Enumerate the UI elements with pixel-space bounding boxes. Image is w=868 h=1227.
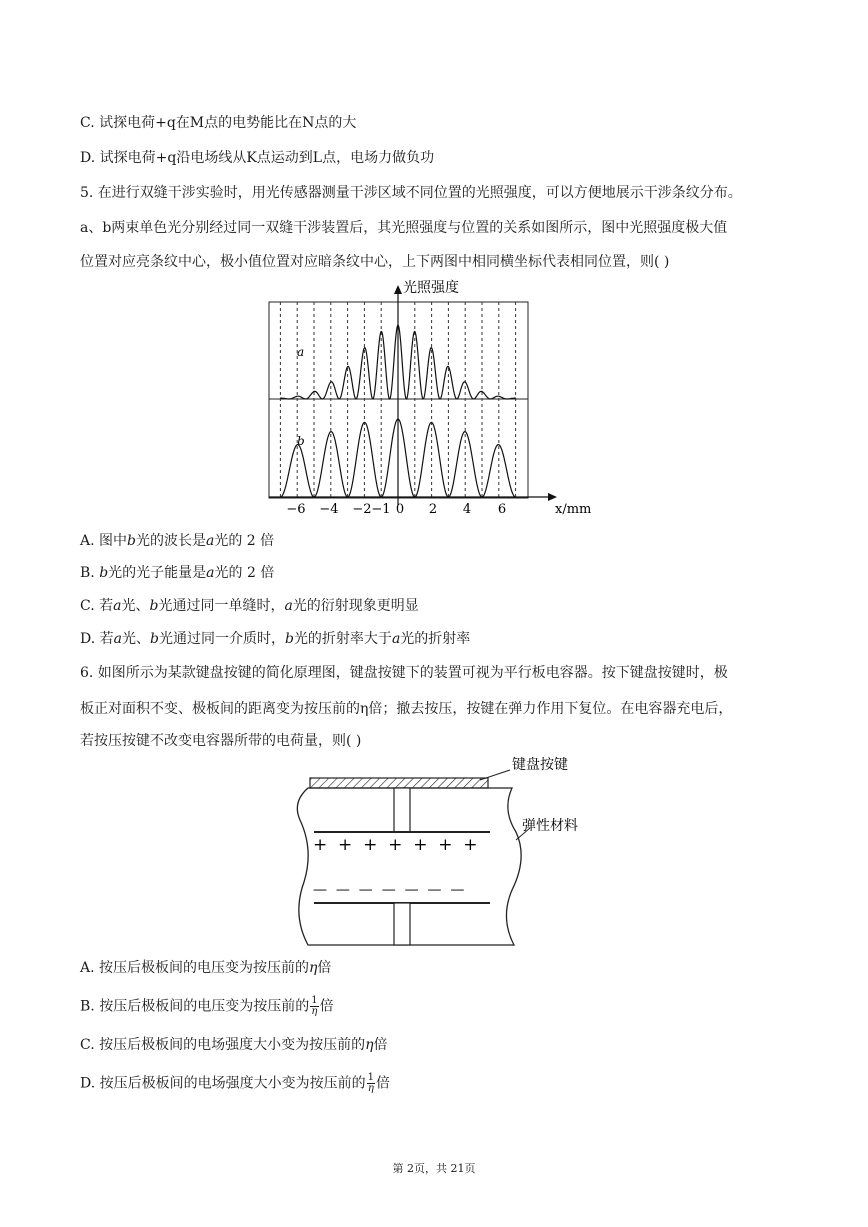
q4-option-d: D. 试探电荷+q沿电场线从K点运动到L点，电场力做负功 xyxy=(80,150,435,166)
fraction-one-over-eta: $\frac{1}{\eta}$ xyxy=(311,995,318,1017)
x-tick-6: 6 xyxy=(497,502,507,517)
x-tick-neg2: −2 xyxy=(352,502,372,517)
q6d-suffix: 倍 xyxy=(376,1075,390,1092)
curve-label-a: a xyxy=(297,345,305,359)
q4-option-c: C. 试探电荷+q在M点的电势能比在N点的大 xyxy=(80,115,357,131)
q5-stem-line-2: a、b两束单色光分别经过同一双缝干涉装置后，其光照强度与位置的关系如图所示，图中光照强度极大值 xyxy=(80,220,728,236)
key-cap xyxy=(310,778,488,788)
x-tick-neg4: −4 xyxy=(319,502,339,517)
x-tick-4: 4 xyxy=(462,502,472,517)
q5-option-b: B. b光的光子能量是a光的 2 倍 xyxy=(80,565,275,581)
q6-stem-line-3: 若按压按键不改变电容器所带的电荷量，则( ) xyxy=(80,733,362,749)
q6-stem-line-2: 板正对面积不变、极板间的距离变为按压前的η倍；撤去按压，按键在弹力作用下复位。在电容器充电后， xyxy=(80,701,733,717)
y-axis-arrow xyxy=(394,285,402,294)
q6b-text: B. 按压后极板间的电压变为按压前的 xyxy=(80,998,310,1015)
q5-option-a: A. 图中b光的波长是a光的 2 倍 xyxy=(80,533,275,549)
curve-label-b: b xyxy=(297,434,305,448)
q6-option-c: C. 按压后极板间的电场强度大小变为按压前的η倍 xyxy=(80,1037,388,1053)
q6d-text: D. 按压后极板间的电场强度大小变为按压前的 xyxy=(80,1075,366,1092)
positive-charges: + + + + + + + xyxy=(313,835,478,855)
q6-option-a: A. 按压后极板间的电压变为按压前的η倍 xyxy=(80,960,332,976)
q5-stem-line-3: 位置对应亮条纹中心，极小值位置对应暗条纹中心，上下两图中相同横坐标代表相同位置，则( ) xyxy=(80,254,670,270)
q5-stem-line-1: 5. 在进行双缝干涉实验时，用光传感器测量干涉区域不同位置的光照强度，可以方便地展示干涉条纹分布。 xyxy=(80,185,742,201)
q6b-suffix: 倍 xyxy=(319,998,334,1015)
x-axis-label: x/mm xyxy=(555,502,592,517)
q6-option-b xyxy=(80,996,334,1017)
key-leader-line xyxy=(480,770,510,780)
q5-option-c: C. 若a光、b光通过同一单缝时，a光的衍射现象更明显 xyxy=(80,598,419,614)
page-footer: 第 2页，共 21页 xyxy=(392,1162,476,1175)
x-tick-neg1: −1 xyxy=(371,502,391,517)
q6-option-d xyxy=(80,1073,390,1094)
q6-stem-line-1: 6. 如图所示为某款键盘按键的简化原理图，键盘按键下的装置可视为平行板电容器。按下键盘按键时，极 xyxy=(80,665,728,681)
y-axis-label: 光照强度 xyxy=(403,280,459,296)
keyboard-capacitor-figure xyxy=(280,750,600,950)
bottom-stem xyxy=(394,903,410,945)
key-label: 键盘按键 xyxy=(512,757,568,773)
material-label: 弹性材料 xyxy=(522,818,578,834)
interference-figure xyxy=(250,275,610,520)
x-tick-2: 2 xyxy=(428,502,438,517)
x-tick-0: 0 xyxy=(395,502,405,517)
x-tick-neg6: −6 xyxy=(286,502,306,517)
negative-charges: — — — — — — — xyxy=(313,882,465,898)
fraction-one-over-eta-2: $\frac{1}{\eta}$ xyxy=(367,1072,374,1094)
q5-option-d: D. 若a光、b光通过同一介质时，b光的折射率大于a光的折射率 xyxy=(80,631,471,647)
x-axis-arrow xyxy=(548,493,557,501)
top-stem xyxy=(394,788,410,832)
